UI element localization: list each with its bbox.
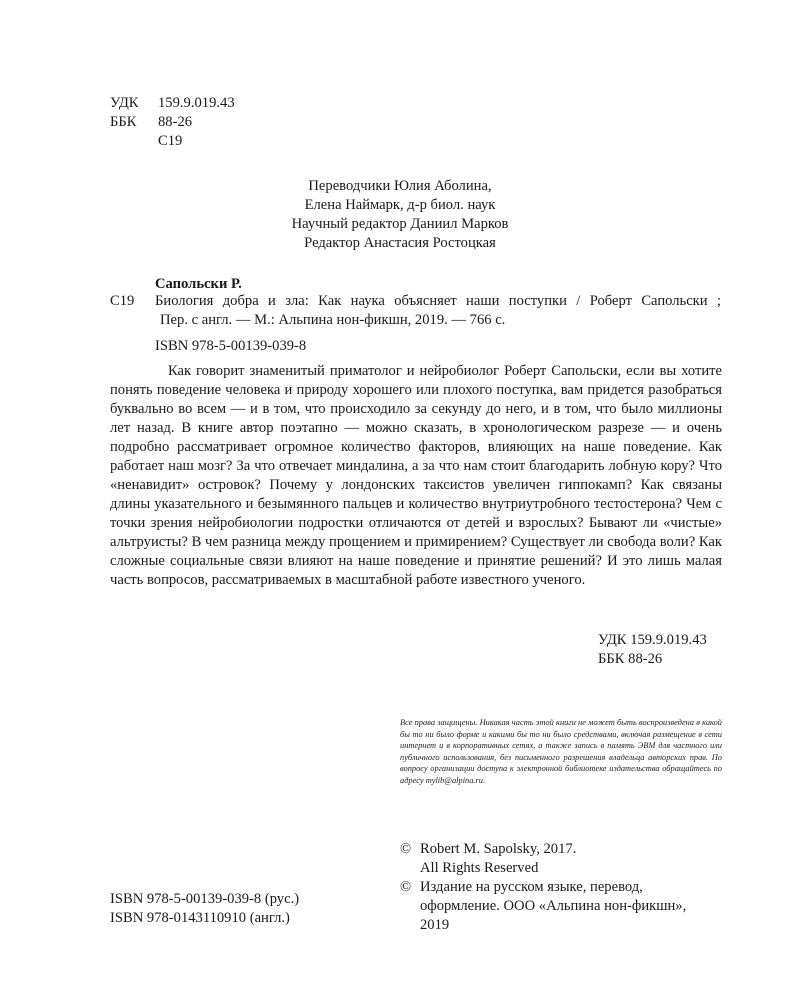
copyright-item [400,840,730,878]
author-sign-label [110,132,158,151]
udk-value: 159.9.019.43 [158,95,235,111]
udk-row [110,94,235,113]
entry-code: С19 [110,293,135,309]
bbk-bottom: ББК 88-26 [598,651,663,667]
bbk-row [110,113,235,132]
copyright-line: оформление. ООО «Альпина нон-фикшн», [420,898,687,914]
translator-line: Переводчики Юлия Аболина, [308,178,492,194]
translators-block [200,177,600,253]
translator-line: Елена Наймарк, д-р биол. наук [304,197,496,213]
bbk-label: ББК [110,114,137,130]
isbn-ru: ISBN 978-5-00139-039-8 (рус.) [110,891,300,907]
author-sign-value: С19 [158,133,183,149]
rights-notice: Все права защищены. Никакая часть этой книги не может быть воспроизведена в какой бы то ни было форме и какими бы то ни было средствами, включая размещение в сети интернет и в корпоративных сетях, а также запись в память ЭВМ для частного или публичного использования, без письменного разрешения владельца авторских прав. По вопросу организации доступа к электронной библиотеке издательства обращайтесь по адресу mylib@alpina.ru. [400,718,722,785]
copyright-line: Издание на русском языке, перевод, [420,879,643,895]
bbk-value: 88-26 [158,114,193,130]
annotation-text: Как говорит знаменитый приматолог и нейробиолог Роберт Сапольски, если вы хотите понять поведение человека и природу хорошего или плохого поступка, вам придется разобраться буквально во всем — и в том, что происходило за секунду до него, и в том, что было миллионы лет назад. В книге автор поэтапно — можно сказать, в хронологическом разрезе — и очень подробно рассматривает огромное количество факторов, влияющих на наше поведение. Как работает наш мозг? За что отвечает миндалина, а за что нам стоит благодарить лобную кору? Что «ненавидит» островок? Почему у лондонских таксистов увеличен гиппокамп? Как связаны длины указательного и безымянного пальцев и количество внутриутробного тестостерона? Чем с точки зрения нейробиологии подростки отличаются от детей и взрослых? Бывают ли «чистые» альтруисты? В чем разница между прощением и примирением? Существует ли свобода воли? Как сложные социальные связи влияют на наше поведение и принятие решений? И это лишь малая часть вопросов, рассматриваемых в масштабной работе известного ученого. [110,363,722,588]
copyright-line: Robert M. Sapolsky, 2017. [420,841,577,857]
science-editor-line: Научный редактор Даниил Марков [291,216,509,232]
entry-isbn: ISBN 978-5-00139-039-8 [155,338,307,354]
udk-label: УДК [110,95,139,111]
isbn-en: ISBN 978-0143110910 (англ.) [110,910,290,926]
author-sign-row [110,132,235,151]
isbn-list [110,890,299,928]
udk-bottom: УДК 159.9.019.43 [598,632,707,648]
classification-codes [110,94,235,151]
entry-title-line: Биология добра и зла: Как наука объясняет наши поступки / Роберт Сапольски ; [155,293,721,309]
copyright-line: 2019 [420,917,450,933]
copyright-symbol: © [400,879,412,895]
annotation [110,362,722,590]
copyright-line: All Rights Reserved [420,860,539,876]
copyright-item [400,878,730,935]
copyright-symbol: © [400,841,412,857]
editor-line: Редактор Анастасия Ростоцкая [304,235,496,251]
entry-author: Сапольски Р. [155,276,242,292]
entry-imprint-line: Пер. с англ. — М.: Альпина нон-фикшн, 2019. — 766 с. [160,312,506,328]
copyright-block [400,840,730,935]
index-codes-bottom [598,631,707,669]
